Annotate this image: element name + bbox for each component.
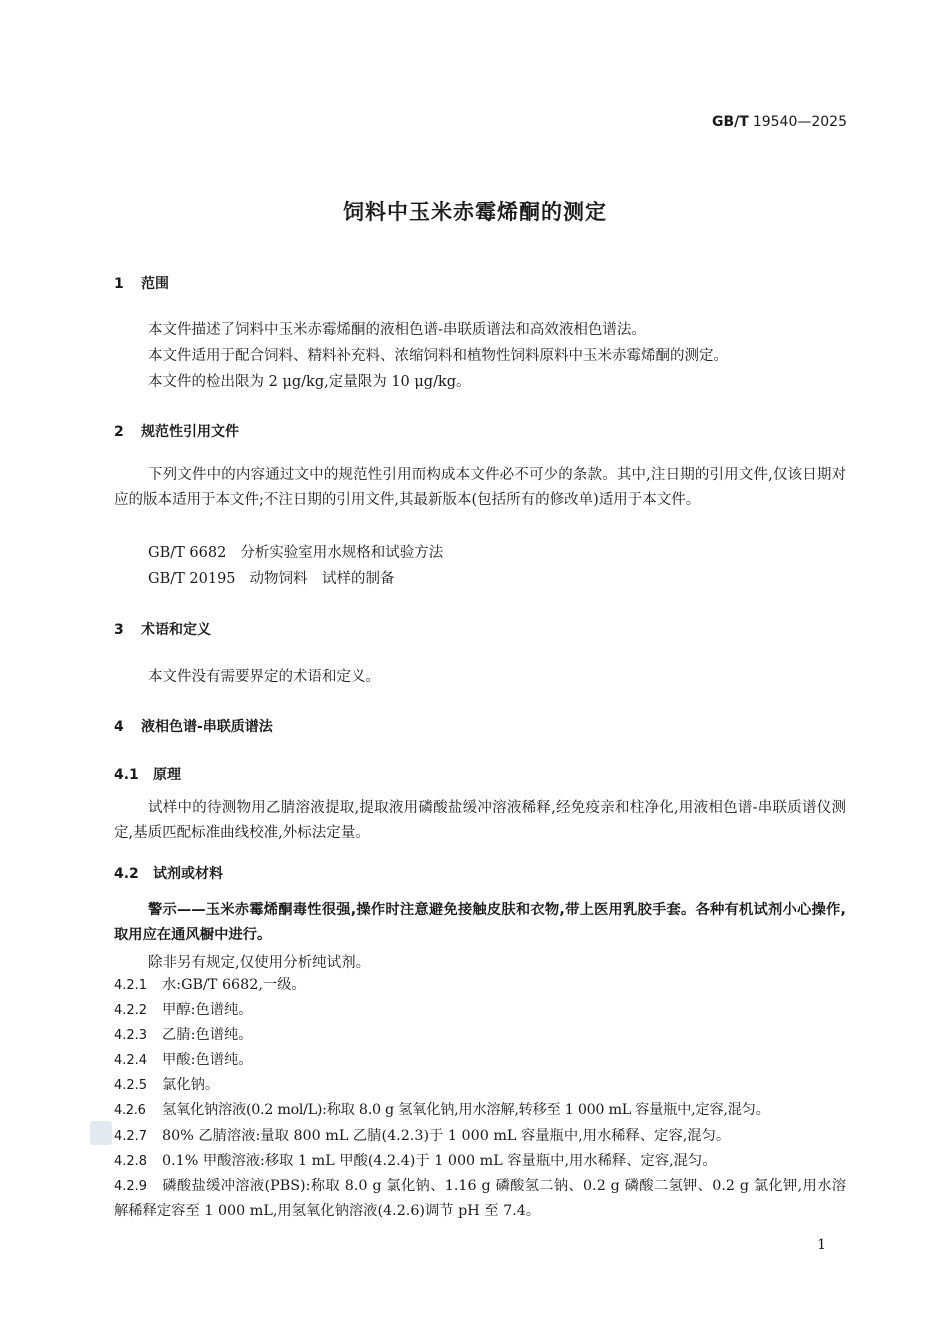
item-number: 4.2.8 (114, 1154, 148, 1169)
item-number: 4.2.7 (114, 1129, 148, 1144)
normative-refs-intro: 下列文件中的内容通过文中的规范性引用而构成本文件必不可少的条款。其中,注日期的引用文件,仅该日期对应的版本适用于本文件;不注日期的引用文件,其最新版本(包括所有的修改单)适用于本文件。 (114, 467, 846, 508)
item-number: 4.2.3 (114, 1028, 148, 1043)
subsection-4-1-heading (114, 764, 181, 784)
reagent-note: 除非另有规定,仅使用分析纯试剂。 (148, 955, 371, 971)
item-text: 0.1% 甲酸溶液:移取 1 mL 甲酸(4.2.4)于 1 000 mL 容量瓶中,用水稀释、定容,混匀。 (162, 1153, 717, 1169)
warning-paragraph: 警示——玉米赤霉烯酮毒性很强,操作时注意避免接触皮肤和衣物,带上医用乳胶手套。各种有机试剂小心操作,取用应在通风橱中进行。 (114, 902, 846, 943)
item-text: 磷酸盐缓冲溶液(PBS):称取 8.0 g 氯化钠、1.16 g 磷酸氢二钠、0.2 g 磷酸二氢钾、0.2 g 氯化钾,用水溶解稀释定容至 1 000 mL,用氢氧化钠溶液(4.2.6)调节 pH 至 7.4。 (114, 1178, 846, 1219)
item-text: 氢氧化钠溶液(0.2 mol/L):称取 8.0 g 氢氧化钠,用水溶解,转移至 1 000 mL 容量瓶中,定容,混匀。 (162, 1102, 770, 1118)
terms-paragraph: 本文件没有需要界定的术语和定义。 (148, 669, 380, 685)
section-3-heading (114, 619, 211, 639)
reagent-item (114, 1098, 846, 1123)
reagent-item (114, 1073, 846, 1098)
section-number: 3 (114, 622, 124, 638)
document-title: 饲料中玉米赤霉烯酮的测定 (343, 200, 607, 224)
item-number: 4.2.6 (114, 1103, 146, 1118)
reagent-item (114, 1023, 846, 1048)
reference-item (148, 567, 395, 588)
item-number: 4.2.2 (114, 1003, 148, 1018)
item-text: 80% 乙腈溶液:量取 800 mL 乙腈(4.2.3)于 1 000 mL 容量瓶中,用水稀释、定容,混匀。 (162, 1128, 731, 1144)
scope-paragraph-3: 本文件的检出限为 2 μg/kg,定量限为 10 μg/kg。 (148, 374, 471, 390)
item-number: 4.2.9 (114, 1179, 148, 1194)
item-number: 4.2.4 (114, 1053, 148, 1068)
subsection-number: 4.1 (114, 767, 139, 783)
reference-title: 分析实验室用水规格和试验方法 (240, 545, 444, 561)
standard-number: 19540—2025 (752, 114, 847, 130)
section-number: 2 (114, 424, 124, 440)
item-text: 水:GB/T 6682,一级。 (162, 977, 306, 993)
section-4-heading (114, 716, 273, 736)
item-number: 4.2.1 (114, 978, 148, 993)
subsection-4-2-heading (114, 863, 223, 883)
section-title: 规范性引用文件 (141, 424, 239, 440)
section-2-heading (114, 421, 239, 441)
item-text: 甲醇:色谱纯。 (162, 1002, 253, 1018)
subsection-number: 4.2 (114, 866, 139, 882)
item-text: 甲酸:色谱纯。 (162, 1052, 253, 1068)
scope-paragraph-2: 本文件适用于配合饲料、精料补充料、浓缩饲料和植物性饲料原料中玉米赤霉烯酮的测定。 (148, 348, 728, 364)
page-number: 1 (817, 1237, 826, 1253)
section-number: 4 (114, 719, 124, 735)
reagent-item (114, 1048, 846, 1073)
subsection-title: 试剂或材料 (153, 866, 223, 882)
standard-prefix: GB/T (712, 114, 749, 130)
item-text: 乙腈:色谱纯。 (162, 1027, 253, 1043)
reagent-item (114, 1124, 846, 1149)
reference-code: GB/T 6682 (148, 545, 227, 561)
reagent-item (114, 1174, 846, 1224)
standard-code (712, 114, 847, 130)
reagent-item (114, 1149, 846, 1174)
scope-paragraph-1: 本文件描述了饲料中玉米赤霉烯酮的液相色谱-串联质谱法和高效液相色谱法。 (148, 322, 646, 338)
subsection-title: 原理 (153, 767, 181, 783)
reagent-item (114, 973, 846, 998)
item-text: 氯化钠。 (162, 1077, 220, 1093)
section-title: 术语和定义 (141, 622, 211, 638)
reference-code: GB/T 20195 (148, 571, 236, 587)
item-number: 4.2.5 (114, 1078, 148, 1093)
section-title: 范围 (141, 276, 169, 292)
reagent-item (114, 998, 846, 1023)
principle-paragraph: 试样中的待测物用乙腈溶液提取,提取液用磷酸盐缓冲溶液稀释,经免疫亲和柱净化,用液相色谱-串联质谱仪测定,基质匹配标准曲线校准,外标法定量。 (114, 800, 846, 841)
reference-item (148, 541, 443, 562)
reference-title: 动物饲料 试样的制备 (249, 571, 395, 587)
watermark-stamp (90, 1121, 112, 1145)
section-title: 液相色谱-串联质谱法 (141, 719, 273, 735)
section-number: 1 (114, 276, 124, 292)
section-1-heading (114, 273, 169, 293)
